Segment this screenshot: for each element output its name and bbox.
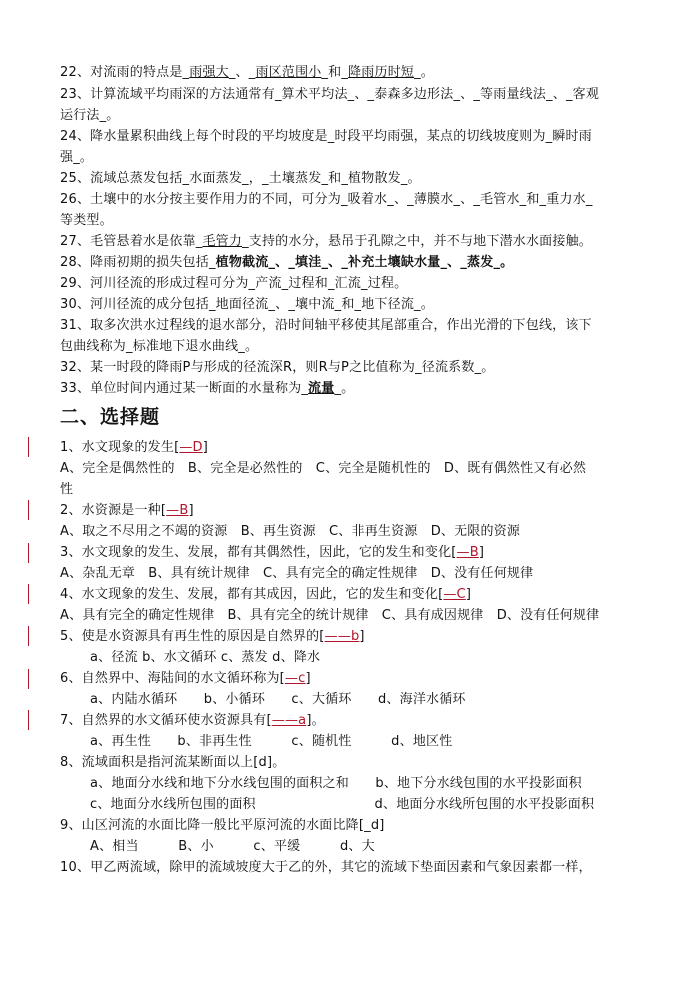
question-31-line-1: 31、取多次洪水过程线的退水部分，沿时间轴平移使其尾部重合，作出光滑的下包线，该下	[60, 318, 592, 333]
q22-sep-2: _和_	[321, 65, 349, 80]
choice-4-end: ]	[465, 587, 472, 602]
choice-3-answer: —B	[456, 545, 479, 560]
choice-4-options: A、具有完全的确定性规律 B、具有完全的统计规律 C、具有成因规律 D、没有任何规律	[60, 608, 600, 623]
question-29: 29、河川径流的形成过程可分为_产流_过程和_汇流_过程。	[60, 276, 408, 291]
q27-end: _支持的水分，悬吊于孔隙之中，并不与地下潜水水面接触。	[242, 234, 592, 249]
q27-text: 27、毛管悬着水是依靠_	[60, 234, 203, 249]
q33-answer: 流量	[308, 381, 335, 396]
choice-1-options-line-2: 性	[60, 482, 74, 497]
choice-2-answer: —B	[166, 503, 189, 518]
choice-5-options: a、径流 b、水文循环 c、蒸发 d、降水	[90, 650, 321, 665]
choice-6-text: 6、自然界中、海陆间的水文循环称为[	[60, 671, 285, 686]
section-title: 二、选择题	[60, 406, 161, 428]
revision-mark	[28, 710, 29, 730]
question-26-line-1: 26、土壤中的水分按主要作用力的不同，可分为_吸着水_、_薄膜水_、_毛管水_和_重力水_	[60, 192, 593, 207]
revision-mark	[28, 543, 29, 563]
choice-2-text: 2、水资源是一种[	[60, 503, 167, 518]
revision-mark	[28, 669, 29, 689]
q22-answer-1: 雨强大	[189, 65, 229, 80]
question-22	[60, 63, 434, 83]
question-23-line-2: 运行法_。	[60, 108, 120, 123]
question-23-line-1: 23、计算流域平均雨深的方法通常有_算术平均法_、_泰森多边形法_、_等雨量线法_、_客观	[60, 87, 600, 102]
choice-6-options: a、内陆水循环 b、小循环 c、大循环 d、海洋水循环	[90, 692, 466, 707]
q22-text: 22、对流雨的特点是_	[60, 65, 190, 80]
choice-5-text: 5、使是水资源具有再生性的原因是自然界的[	[60, 629, 325, 644]
choice-9-question: 9、山区河流的水面比降一般比平原河流的水面比降[_d]	[60, 818, 385, 833]
choice-4-text: 4、水文现象的发生、发展，都有其成因，因此，它的发生和变化[	[60, 587, 444, 602]
choice-8-question: 8、流域面积是指河流某断面以上[d]。	[60, 755, 286, 770]
question-24-line-1: 24、降水量累积曲线上每个时段的平均坡度是_时段平均雨强，某点的切线坡度则为_瞬时雨	[60, 129, 592, 144]
choice-8-options-line-2: c、地面分水线所包围的面积 d、地面分水线所包围的水平投影面积	[90, 797, 595, 812]
q22-end: _。	[414, 65, 435, 80]
revision-mark	[28, 437, 29, 457]
choice-2-options: A、取之不尽用之不竭的资源 B、再生资源 C、非再生资源 D、无限的资源	[60, 524, 521, 539]
choice-7-options: a、再生性 b、非再生性 c、随机性 d、地区性	[90, 734, 453, 749]
question-26-line-2: 等类型。	[60, 213, 113, 228]
question-32: 32、某一时段的降雨P与形成的径流深R，则R与P之比值称为_径流系数_。	[60, 360, 495, 375]
question-27	[60, 232, 592, 252]
choice-7-answer: ——a	[271, 713, 307, 728]
choice-6-question	[60, 669, 311, 689]
question-31-line-2: 包曲线称为_标准地下退水曲线_。	[60, 339, 259, 354]
revision-mark	[28, 626, 29, 646]
choice-5-question	[60, 627, 365, 647]
choice-1-end: ]	[202, 440, 209, 455]
revision-mark	[28, 584, 29, 604]
choice-5-answer: ——b	[324, 629, 360, 644]
choice-2-question	[60, 501, 194, 521]
choice-1-answer: —D	[179, 440, 203, 455]
question-24-line-2: 强_。	[60, 150, 94, 165]
q22-answer-3: 降雨历时短	[348, 65, 415, 80]
choice-6-answer: —c	[284, 671, 306, 686]
revision-mark	[28, 500, 29, 520]
choice-3-question	[60, 543, 484, 563]
question-30: 30、河川径流的成分包括_地面径流_、_壤中流_和_地下径流_。	[60, 297, 434, 312]
choice-3-options: A、杂乱无章 B、具有统计规律 C、具有完全的确定性规律 D、没有任何规律	[60, 566, 534, 581]
choice-2-end: ]	[188, 503, 194, 518]
choice-1-question	[60, 438, 208, 458]
q28-answer: 植物截流_、_填洼_、_补充土壤缺水量_、_蒸发_。	[215, 255, 514, 270]
q22-answer-2: 雨区范围小	[255, 65, 322, 80]
choice-6-end: ]	[305, 671, 311, 686]
q22-sep-1: _、_	[228, 65, 256, 80]
question-25: 25、流域总蒸发包括_水面蒸发_，_土壤蒸发_和_植物散发_。	[60, 171, 421, 186]
choice-5-end: ]	[359, 629, 365, 644]
choice-7-end: ]。	[306, 713, 325, 728]
choice-7-text: 7、自然界的水文循环使水资源具有[	[60, 713, 272, 728]
choice-7-question	[60, 711, 325, 731]
choice-9-options: A、相当 B、小 c、平缓 d、大	[90, 839, 375, 854]
choice-10-question: 10、甲乙两流域，除甲的流域坡度大于乙的外，其它的流域下垫面因素和气象因素都一样，	[60, 860, 592, 875]
choice-4-question	[60, 585, 471, 605]
choice-8-options-line-1: a、地面分水线和地下分水线包围的面积之和 b、地下分水线包围的水平投影面积	[90, 776, 582, 791]
question-33	[60, 379, 354, 399]
choice-4-answer: —C	[443, 587, 466, 602]
choice-3-text: 3、水文现象的发生、发展，都有其偶然性，因此，它的发生和变化[	[60, 545, 457, 560]
choice-1-text: 1、水文现象的发生[	[60, 440, 180, 455]
choice-1-options-line-1: A、完全是偶然性的 B、完全是必然性的 C、完全是随机性的 D、既有偶然性又有必然	[60, 461, 587, 476]
q27-answer: 毛管力	[202, 234, 243, 249]
choice-3-end: ]	[478, 545, 485, 560]
q33-text: 33、单位时间内通过某一断面的水量称为_	[60, 381, 309, 396]
question-28	[60, 253, 513, 273]
q33-end: _。	[334, 381, 355, 396]
q28-text: 28、降雨初期的损失包括_	[60, 255, 216, 270]
